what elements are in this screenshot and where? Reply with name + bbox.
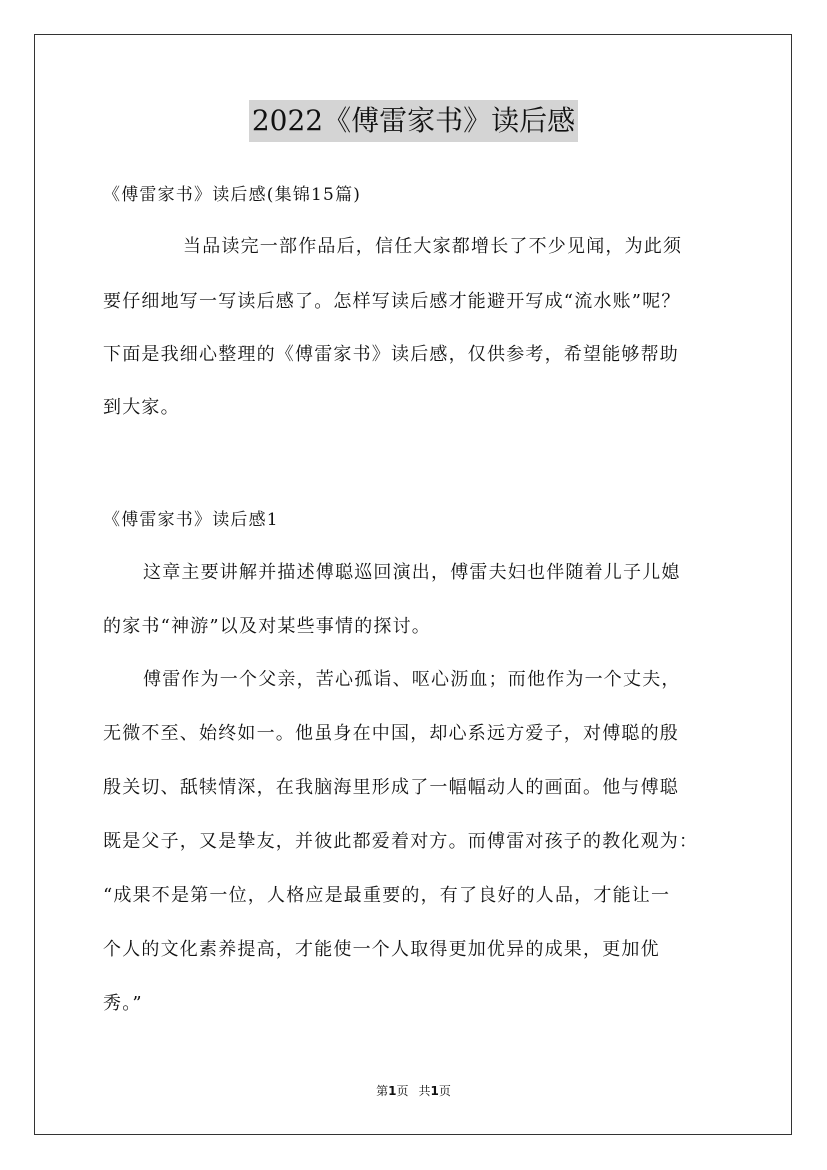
intro-line-2: 要仔细地写一写读后感了。怎样写读后感才能避开写成“流水账”呢？ [103, 291, 681, 312]
page-unit: 页 [396, 1084, 409, 1098]
para2-line-2: 无微不至、始终如一。他虽身在中国，却心系远方爱子，对傅聪的殷 [103, 723, 679, 744]
total-pages: 1 [430, 1084, 439, 1098]
para2-line-7: 秀。” [103, 993, 143, 1014]
intro-line-4: 到大家。 [103, 397, 180, 418]
total-unit: 页 [438, 1084, 451, 1098]
section-heading: 《傅雷家书》读后感1 [103, 510, 279, 530]
page-footer [0, 1082, 827, 1100]
para2-line-3: 殷关切、舐犊情深，在我脑海里形成了一幅幅动人的画面。他与傅聪 [103, 777, 679, 798]
document-subtitle: 《傅雷家书》读后感(集锦15篇) [103, 185, 362, 205]
page-number: 1 [388, 1084, 397, 1098]
para1-line-1: 这章主要讲解并描述傅聪巡回演出，傅雷夫妇也伴随着儿子儿媳 [143, 562, 681, 583]
total-prefix: 共 [418, 1084, 431, 1098]
para2-line-6: 个人的文化素养提高，才能使一个人取得更加优异的成果，更加优 [103, 939, 660, 960]
para2-line-4: 既是父子，又是挚友，并彼此都爱着对方。而傅雷对孩子的教化观为： [103, 831, 699, 852]
intro-line-3: 下面是我细心整理的《傅雷家书》读后感，仅供参考，希望能够帮助 [103, 344, 679, 365]
para1-line-2: 的家书“神游”以及对某些事情的探讨。 [103, 616, 432, 637]
para2-line-5: “成果不是第一位，人格应是最重要的，有了良好的人品，才能让一 [103, 885, 671, 906]
page-prefix: 第 [376, 1084, 389, 1098]
document-title: 2022《傅雷家书》读后感 [249, 100, 578, 142]
intro-line-1: 当品读完一部作品后，信任大家都增长了不少见闻，为此须 [183, 236, 683, 257]
para2-line-1: 傅雷作为一个父亲，苦心孤诣、呕心沥血；而他作为一个丈夫， [143, 669, 681, 690]
title-wrap [0, 100, 827, 142]
